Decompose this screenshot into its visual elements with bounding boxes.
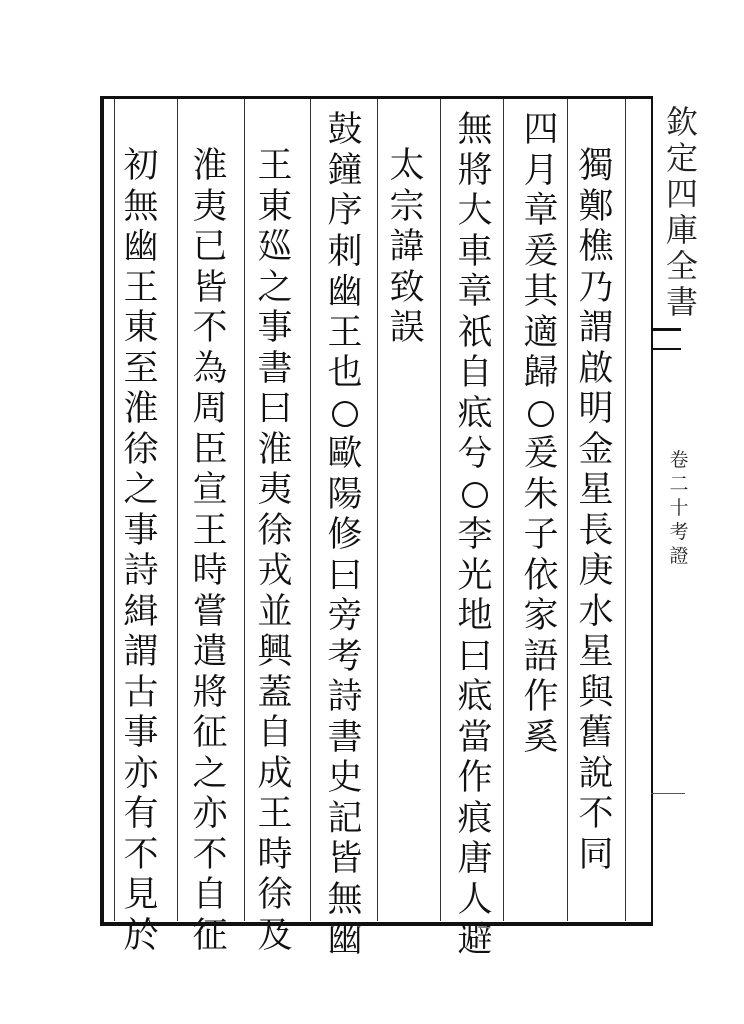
character: 無 (457, 110, 493, 150)
character: 幽 (327, 272, 363, 312)
character: 之 (123, 470, 159, 510)
character: 夷 (257, 470, 293, 510)
character: 曰 (327, 555, 363, 596)
text-column (384, 146, 430, 349)
character: 作 (523, 677, 559, 717)
character: 鼓 (327, 110, 363, 150)
character: 自 (257, 713, 293, 753)
character: 事 (123, 510, 159, 551)
character: 謂 (123, 632, 159, 672)
margin-title-character: 定 (665, 139, 698, 177)
character: 已 (192, 227, 228, 267)
column-rule (114, 99, 115, 921)
text-column (573, 146, 619, 875)
column-rule (567, 99, 568, 921)
character: 之 (192, 753, 228, 794)
character: 嘗 (192, 591, 228, 632)
character: 時 (192, 551, 228, 591)
character: 淮 (257, 429, 293, 470)
character: 王 (192, 510, 228, 551)
character: 疷 (457, 393, 493, 434)
character: 有 (123, 794, 159, 834)
circle-mark (332, 401, 358, 427)
character: 鐘 (327, 150, 363, 191)
character: 庚 (578, 551, 614, 591)
character: 人 (457, 879, 493, 920)
character: 疷 (457, 677, 493, 717)
character: 宗 (389, 186, 425, 227)
margin-title-character: 欽 (665, 103, 698, 141)
character: 語 (523, 636, 559, 677)
character: 無 (123, 186, 159, 227)
character: 與 (578, 672, 614, 713)
text-column (118, 146, 164, 956)
column-rule (310, 99, 311, 921)
separator-circle (518, 394, 564, 435)
character: 臣 (192, 429, 228, 470)
character: 其 (523, 272, 559, 312)
page-border-right (651, 96, 653, 926)
character: 東 (257, 186, 293, 227)
character: 王 (257, 146, 293, 186)
character: 不 (578, 794, 614, 834)
character: 時 (257, 834, 293, 875)
character: 水 (578, 591, 614, 632)
character: 徐 (257, 875, 293, 915)
character: 書 (327, 717, 363, 758)
character: 自 (192, 875, 228, 915)
character: 戎 (257, 551, 293, 591)
character: 之 (257, 267, 293, 308)
character: 征 (192, 915, 228, 956)
separator-circle (322, 394, 368, 435)
character: 成 (257, 753, 293, 794)
character: 徐 (123, 429, 159, 470)
character: 記 (327, 798, 363, 839)
column-rule (503, 99, 504, 921)
character: 皆 (192, 267, 228, 308)
text-column (452, 110, 498, 961)
character: 兮 (457, 434, 493, 474)
character: 事 (123, 713, 159, 753)
character: 將 (192, 672, 228, 713)
character: 不 (123, 834, 159, 875)
character: 曰 (257, 389, 293, 429)
character: 適 (523, 312, 559, 353)
character: 依 (523, 555, 559, 596)
character: 作 (457, 758, 493, 798)
character: 淮 (192, 146, 228, 186)
character: 詩 (123, 551, 159, 591)
text-column (252, 146, 298, 956)
character: 幽 (327, 920, 363, 960)
character: 月 (523, 150, 559, 191)
character: 遣 (192, 632, 228, 672)
character: 王 (123, 267, 159, 308)
column-rule (377, 99, 378, 921)
character: 太 (389, 146, 425, 186)
character: 誤 (389, 308, 425, 348)
character: 舊 (578, 713, 614, 753)
character: 書 (257, 348, 293, 389)
character: 刺 (327, 231, 363, 272)
character: 痕 (457, 798, 493, 839)
margin-volume-character: 考 (669, 521, 689, 543)
character: 蓋 (257, 672, 293, 713)
character: 章 (457, 272, 493, 312)
character: 王 (257, 794, 293, 834)
character: 唐 (457, 839, 493, 879)
margin-volume-character: 證 (669, 545, 689, 567)
character: 皆 (327, 839, 363, 879)
margin-title-character: 庫 (665, 211, 698, 249)
text-column (518, 110, 564, 758)
text-column (187, 146, 233, 956)
character: 也 (327, 353, 363, 393)
margin-title-character: 全 (665, 247, 698, 285)
margin-volume-label (664, 448, 694, 568)
character: 宣 (192, 470, 228, 510)
character: 征 (192, 713, 228, 753)
circle-mark (462, 482, 488, 508)
column-rule (244, 99, 245, 921)
character: 致 (389, 267, 425, 308)
character: 無 (327, 879, 363, 920)
text-column (322, 110, 368, 961)
character: 將 (457, 150, 493, 191)
character: 四 (523, 110, 559, 150)
character: 明 (578, 389, 614, 429)
character: 見 (123, 875, 159, 915)
circle-mark (528, 401, 554, 427)
character: 謂 (578, 308, 614, 348)
character: 亦 (192, 794, 228, 834)
character: 祇 (457, 312, 493, 353)
character: 金 (578, 429, 614, 470)
separator-circle (452, 475, 498, 516)
margin-title-character: 書 (665, 283, 698, 321)
character: 王 (327, 312, 363, 353)
margin-cut-mark (651, 793, 685, 794)
character: 歸 (523, 353, 559, 393)
character: 考 (327, 636, 363, 677)
column-rule (440, 99, 441, 921)
character: 史 (327, 758, 363, 798)
margin-title-character: 四 (665, 175, 698, 213)
character: 說 (578, 753, 614, 794)
character: 乃 (578, 267, 614, 308)
character: 奚 (523, 717, 559, 758)
character: 同 (578, 834, 614, 875)
character: 曰 (457, 636, 493, 677)
character: 初 (123, 146, 159, 186)
character: 星 (578, 632, 614, 672)
character: 地 (457, 596, 493, 636)
character: 夷 (192, 186, 228, 227)
character: 當 (457, 717, 493, 758)
character: 並 (257, 591, 293, 632)
character: 朱 (523, 474, 559, 515)
character: 啟 (578, 348, 614, 389)
column-rule (625, 99, 626, 921)
character: 獨 (578, 146, 614, 186)
character: 廵 (257, 227, 293, 267)
character: 序 (327, 191, 363, 231)
margin-volume-character: 二 (669, 473, 689, 495)
character: 亦 (123, 753, 159, 794)
margin-volume-character: 十 (669, 497, 689, 519)
character: 至 (123, 348, 159, 389)
character: 旁 (327, 596, 363, 636)
character: 爰 (523, 231, 559, 272)
character: 不 (192, 308, 228, 348)
character: 自 (457, 353, 493, 393)
character: 鄭 (578, 186, 614, 227)
character: 幽 (123, 227, 159, 267)
character: 李 (457, 515, 493, 555)
character: 爰 (523, 434, 559, 474)
character: 歐 (327, 434, 363, 474)
character: 為 (192, 348, 228, 389)
character: 事 (257, 308, 293, 348)
character: 諱 (389, 227, 425, 267)
character: 淮 (123, 389, 159, 429)
character: 及 (257, 915, 293, 956)
character: 緝 (123, 591, 159, 632)
character: 樵 (578, 227, 614, 267)
character: 詩 (327, 677, 363, 717)
character: 光 (457, 555, 493, 596)
character: 避 (457, 920, 493, 960)
character: 不 (192, 834, 228, 875)
character: 章 (523, 191, 559, 231)
character: 修 (327, 515, 363, 555)
character: 徐 (257, 510, 293, 551)
column-rule (177, 99, 178, 921)
character: 古 (123, 672, 159, 713)
character: 子 (523, 515, 559, 555)
character: 陽 (327, 474, 363, 515)
margin-volume-character: 卷 (669, 449, 689, 471)
character: 長 (578, 510, 614, 551)
character: 星 (578, 470, 614, 510)
margin-book-title (662, 104, 702, 320)
character: 大 (457, 191, 493, 231)
character: 於 (123, 915, 159, 956)
character: 周 (192, 389, 228, 429)
character: 家 (523, 596, 559, 636)
fishtail-mark (651, 328, 681, 350)
character: 車 (457, 231, 493, 272)
character: 興 (257, 632, 293, 672)
character: 東 (123, 308, 159, 348)
